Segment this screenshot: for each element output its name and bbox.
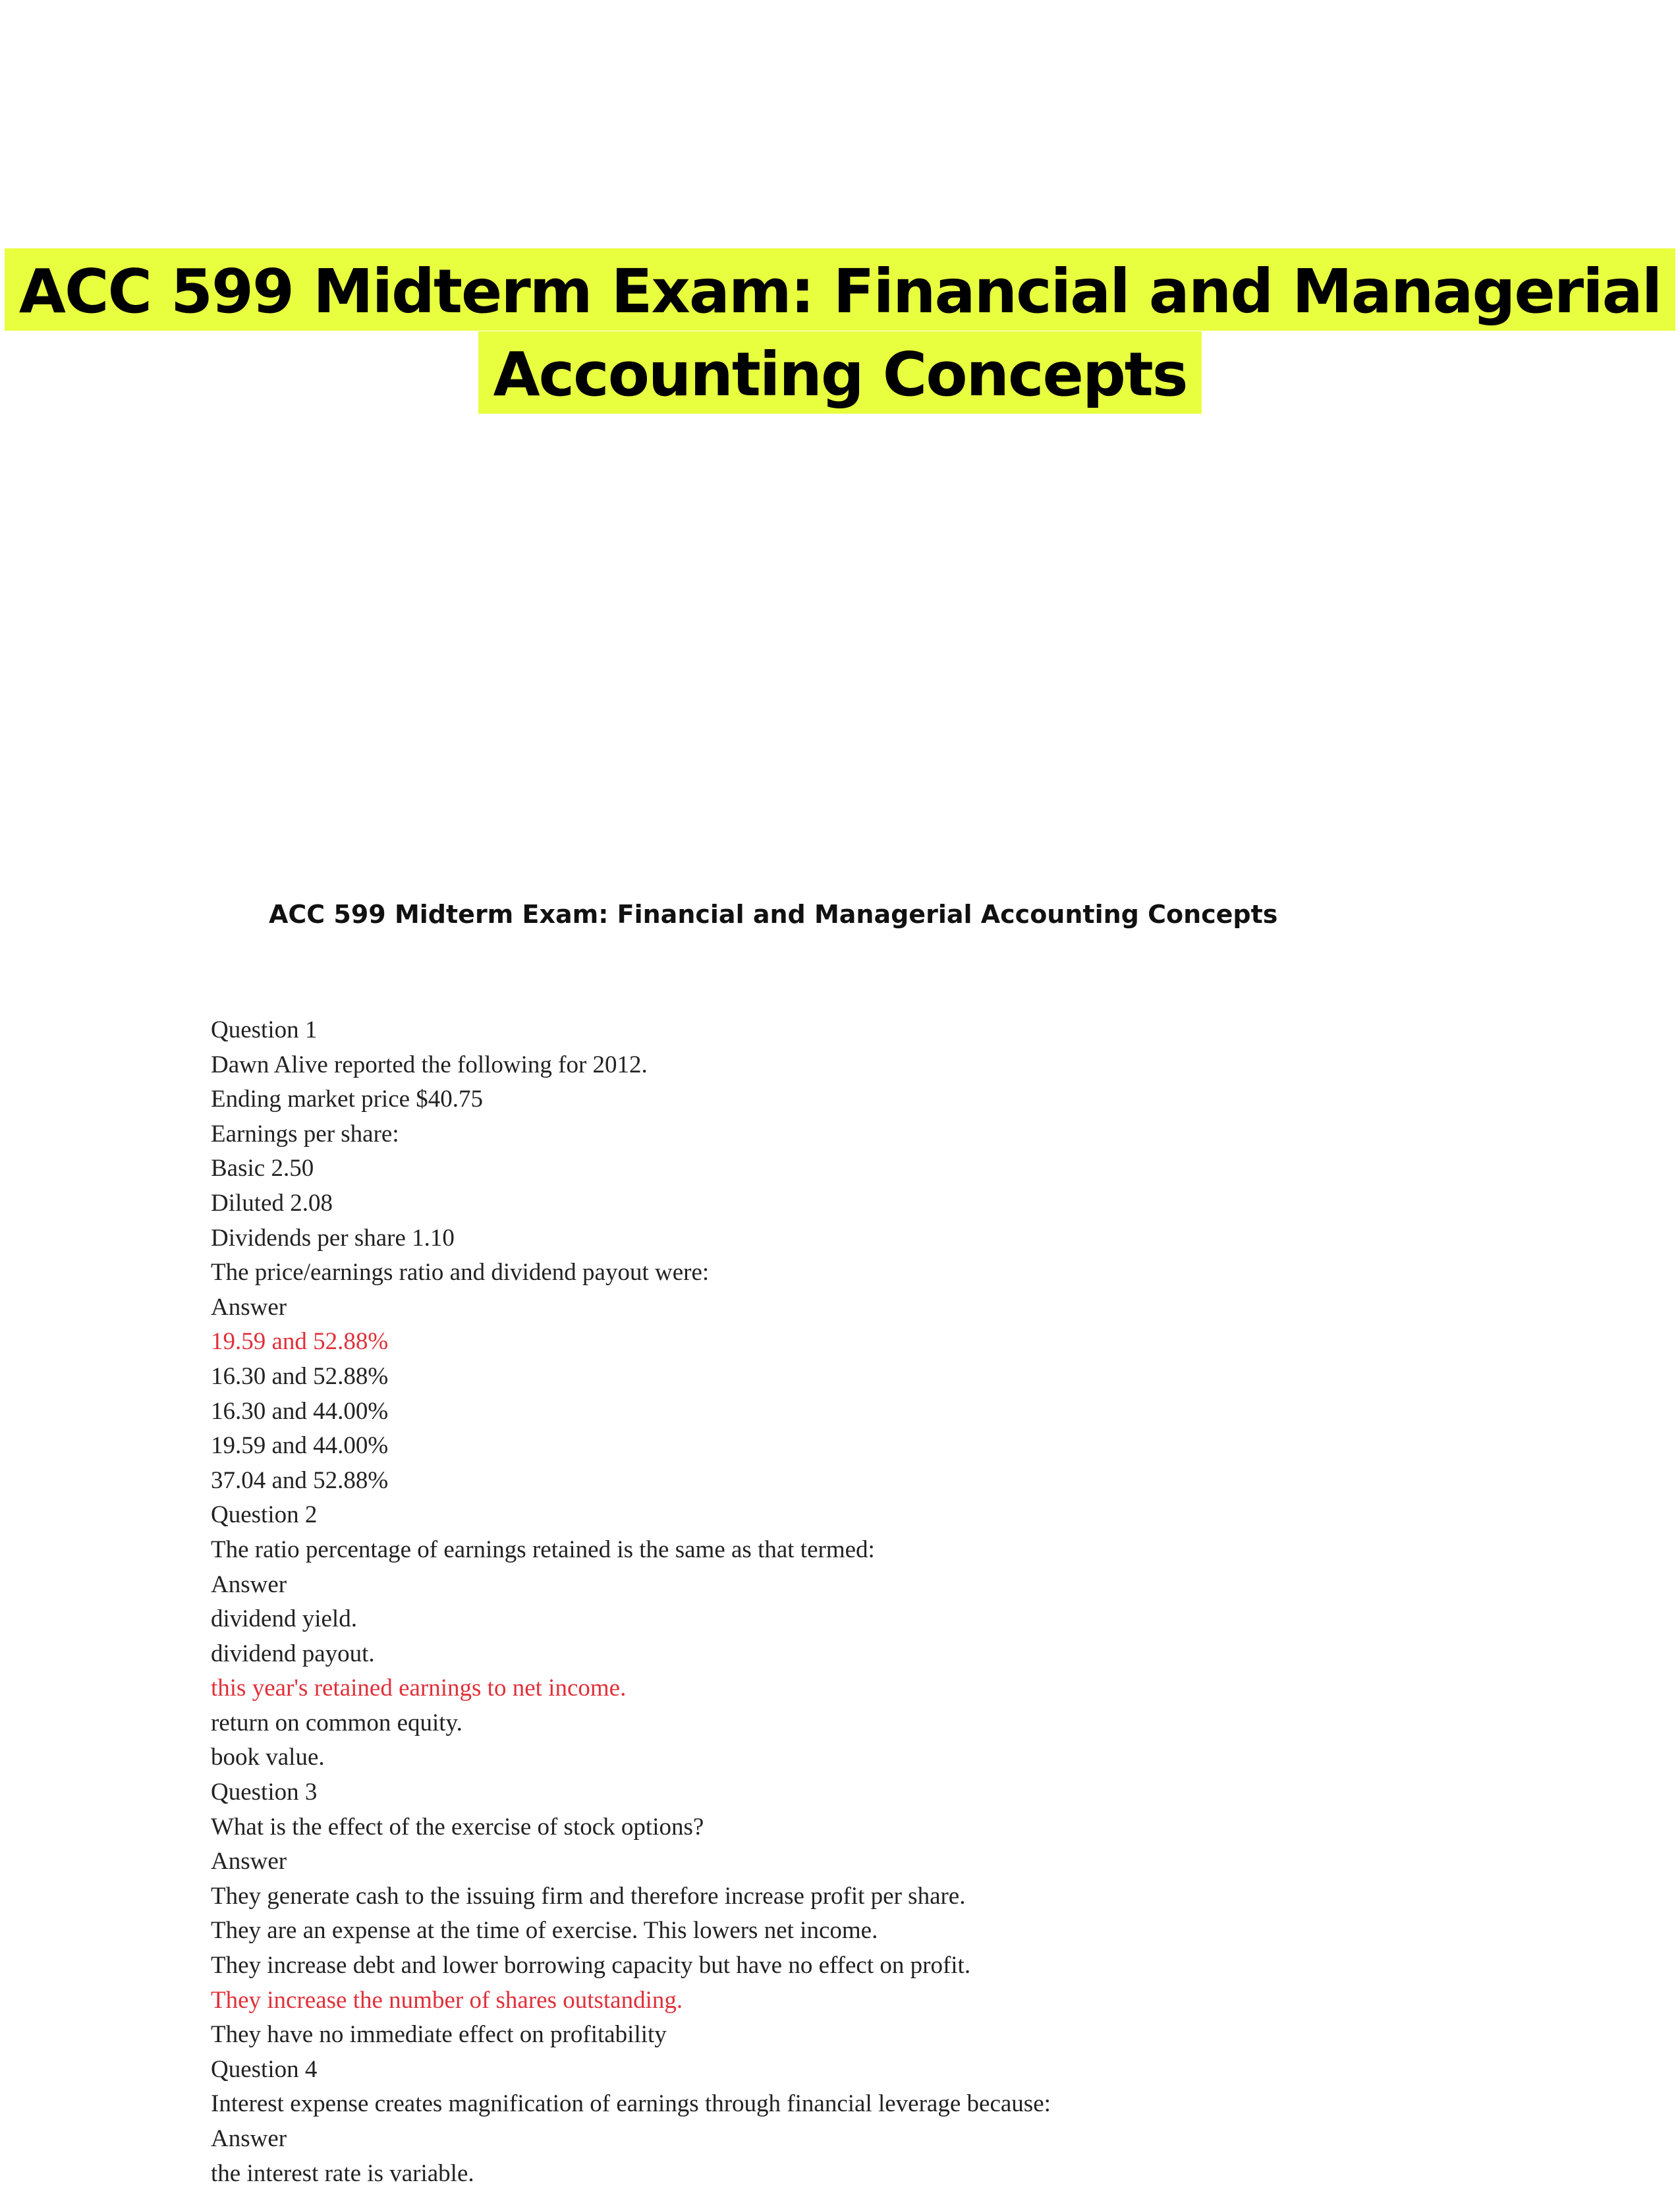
text-line: The price/earnings ratio and dividend payout were: <box>211 1259 710 1287</box>
text-line: Basic 2.50 <box>211 1155 314 1182</box>
text-line: Diluted 2.08 <box>211 1189 333 1217</box>
exam-heading: ACC 599 Midterm Exam: Financial and Managerial Accounting Concepts <box>269 900 1278 929</box>
text-line: 37.04 and 52.88% <box>211 1466 389 1494</box>
question-list <box>211 1013 1528 2191</box>
question-number: Question 1 <box>211 1016 318 1043</box>
text-line: Earnings per share: <box>211 1120 399 1148</box>
answer-label: Answer <box>211 1570 287 1598</box>
text-line: 19.59 and 44.00% <box>211 1432 389 1460</box>
question-number: Question 3 <box>211 1779 318 1806</box>
text-line: They have no immediate effect on profitability <box>211 2021 667 2049</box>
question-number: Question 4 <box>211 2055 318 2083</box>
question-number: Question 2 <box>211 1501 318 1529</box>
text-line: Ending market price $40.75 <box>211 1086 484 1113</box>
document-title-banner <box>0 250 1680 416</box>
text-line: the interest rate is variable. <box>211 2159 474 2187</box>
answer-label: Answer <box>211 2125 287 2152</box>
text-line: dividend payout. <box>211 1640 375 1667</box>
text-line: 16.30 and 52.88% <box>211 1362 389 1390</box>
title-line-2: Accounting Concepts <box>478 331 1201 414</box>
text-line: book value. <box>211 1744 325 1771</box>
text-line: 16.30 and 44.00% <box>211 1397 389 1425</box>
correct-answer-option: They increase the number of shares outstanding. <box>211 1986 683 2014</box>
correct-answer-option: 19.59 and 52.88% <box>211 1328 389 1356</box>
answer-label: Answer <box>211 1293 287 1321</box>
correct-answer-option: this year's retained earnings to net income. <box>211 1675 627 1702</box>
text-line: Dawn Alive reported the following for 2012. <box>211 1051 648 1078</box>
text-line: Interest expense creates magnification of earnings through financial leverage because: <box>211 2090 1051 2118</box>
text-line: return on common equity. <box>211 1709 462 1736</box>
text-line: They are an expense at the time of exercise. This lowers net income. <box>211 1917 878 1945</box>
text-line: What is the effect of the exercise of stock options? <box>211 1813 704 1841</box>
text-line: dividend yield. <box>211 1605 357 1633</box>
text-line: The ratio percentage of earnings retained is the same as that termed: <box>211 1536 875 1563</box>
text-line: They generate cash to the issuing firm and therefore increase profit per share. <box>211 1882 966 1910</box>
answer-label: Answer <box>211 1848 287 1875</box>
text-line: They increase debt and lower borrowing capacity but have no effect on profit. <box>211 1952 971 1980</box>
title-line-1: ACC 599 Midterm Exam: Financial and Managerial <box>5 248 1676 331</box>
text-line: Dividends per share 1.10 <box>211 1224 455 1252</box>
